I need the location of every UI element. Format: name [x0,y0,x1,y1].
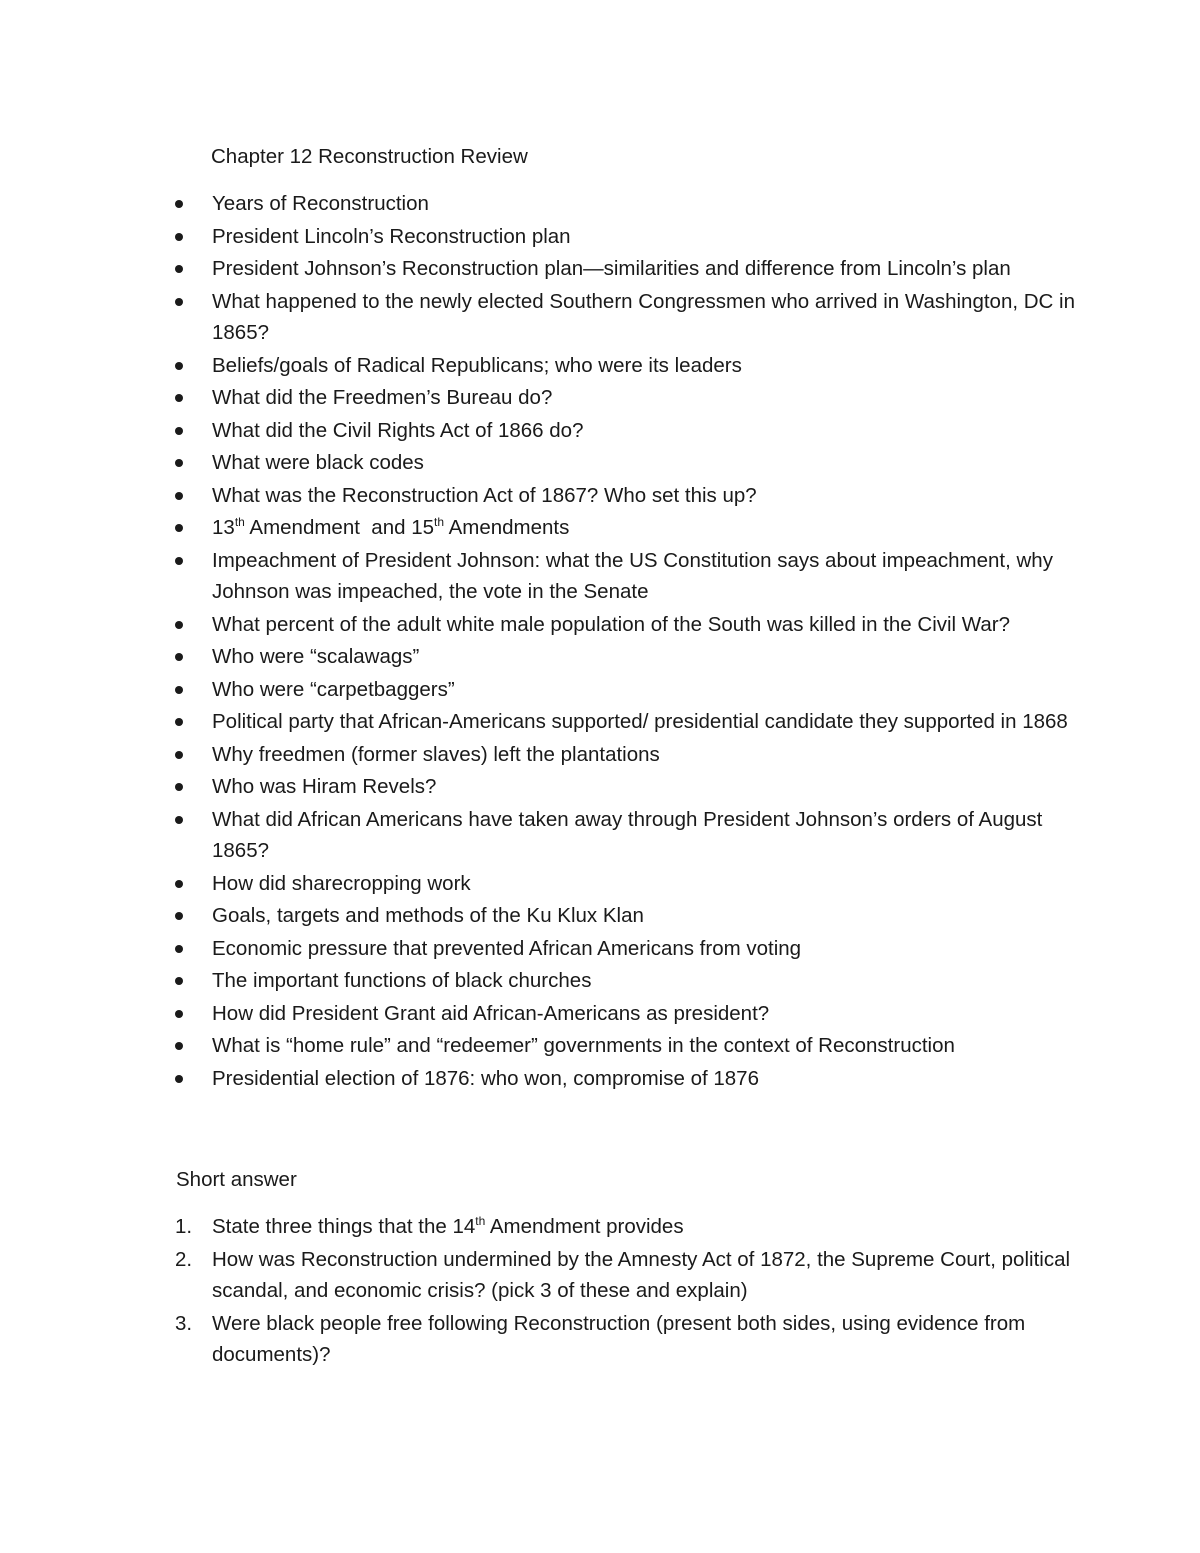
list-item: What is “home rule” and “redeemer” governments in the context of Reconstruction [175,1030,1075,1062]
amendments-item: 13th Amendment and 15th Amendments [212,515,570,539]
page-title: Chapter 12 Reconstruction Review [211,145,528,168]
review-topics-list [175,188,1075,1095]
list-item: 1. State three things that the 14th Amendment provides [175,1211,1075,1243]
bullet-icon [175,200,183,208]
list-item: Years of Reconstruction [175,188,1075,220]
list-item: President Lincoln’s Reconstruction plan [175,221,1075,253]
list-item: Who was Hiram Revels? [175,771,1075,803]
list-item: How did President Grant aid African-Americans as president? [175,998,1075,1030]
short-answer-list [175,1211,1075,1372]
list-item: Economic pressure that prevented African Americans from voting [175,933,1075,965]
list-item [175,512,1075,544]
list-item: Presidential election of 1876: who won, compromise of 1876 [175,1063,1075,1095]
list-item: Who were “scalawags” [175,641,1075,673]
list-item: How did sharecropping work [175,868,1075,900]
bullet-icon [175,945,183,953]
bullet-icon [175,1042,183,1050]
list-item: Goals, targets and methods of the Ku Klux Klan [175,900,1075,932]
bullet-icon [175,718,183,726]
bullet-icon [175,265,183,273]
list-item: What were black codes [175,447,1075,479]
list-item: Beliefs/goals of Radical Republicans; who were its leaders [175,350,1075,382]
list-item: Political party that African-Americans supported/ presidential candidate they supported in 1868 [175,706,1075,738]
list-item: What did African Americans have taken away through President Johnson’s orders of August 1865? [175,804,1075,867]
bullet-icon [175,427,183,435]
bullet-icon [175,459,183,467]
short-answer-heading: Short answer [176,1168,297,1191]
list-item: The important functions of black churches [175,965,1075,997]
bullet-icon [175,1010,183,1018]
bullet-icon [175,298,183,306]
bullet-icon [175,394,183,402]
bullet-icon [175,362,183,370]
list-item: What did the Civil Rights Act of 1866 do? [175,415,1075,447]
bullet-icon [175,524,183,532]
bullet-icon [175,783,183,791]
bullet-icon [175,492,183,500]
list-item: Impeachment of President Johnson: what the US Constitution says about impeachment, why Johnson was impeached, the vote in the Senate [175,545,1075,608]
list-item: What happened to the newly elected Southern Congressmen who arrived in Washington, DC in 1865? [175,286,1075,349]
item-number: 2. [175,1247,193,1271]
list-item: Who were “carpetbaggers” [175,674,1075,706]
bullet-icon [175,751,183,759]
bullet-icon [175,1075,183,1083]
item-number: 1. [175,1215,193,1238]
list-item: Why freedmen (former slaves) left the plantations [175,739,1075,771]
list-item: What percent of the adult white male population of the South was killed in the Civil War? [175,609,1075,641]
list-item: What did the Freedmen’s Bureau do? [175,382,1075,414]
list-item: What was the Reconstruction Act of 1867? Who set this up? [175,480,1075,512]
bullet-icon [175,686,183,694]
list-item: 3. Were black people free following Reconstruction (present both sides, using evidence from documents)? [175,1308,1075,1371]
bullet-icon [175,977,183,985]
bullet-icon [175,653,183,661]
bullet-icon [175,233,183,241]
item-number: 3. [175,1311,193,1335]
bullet-icon [175,621,183,629]
bullet-icon [175,912,183,920]
bullet-icon [175,880,183,888]
list-item: 2. How was Reconstruction undermined by the Amnesty Act of 1872, the Supreme Court, political scandal, and economic crisis? (pick 3 of these and explain) [175,1244,1075,1307]
list-item: President Johnson’s Reconstruction plan—similarities and difference from Lincoln’s plan [175,253,1075,285]
bullet-icon [175,557,183,565]
bullet-icon [175,816,183,824]
